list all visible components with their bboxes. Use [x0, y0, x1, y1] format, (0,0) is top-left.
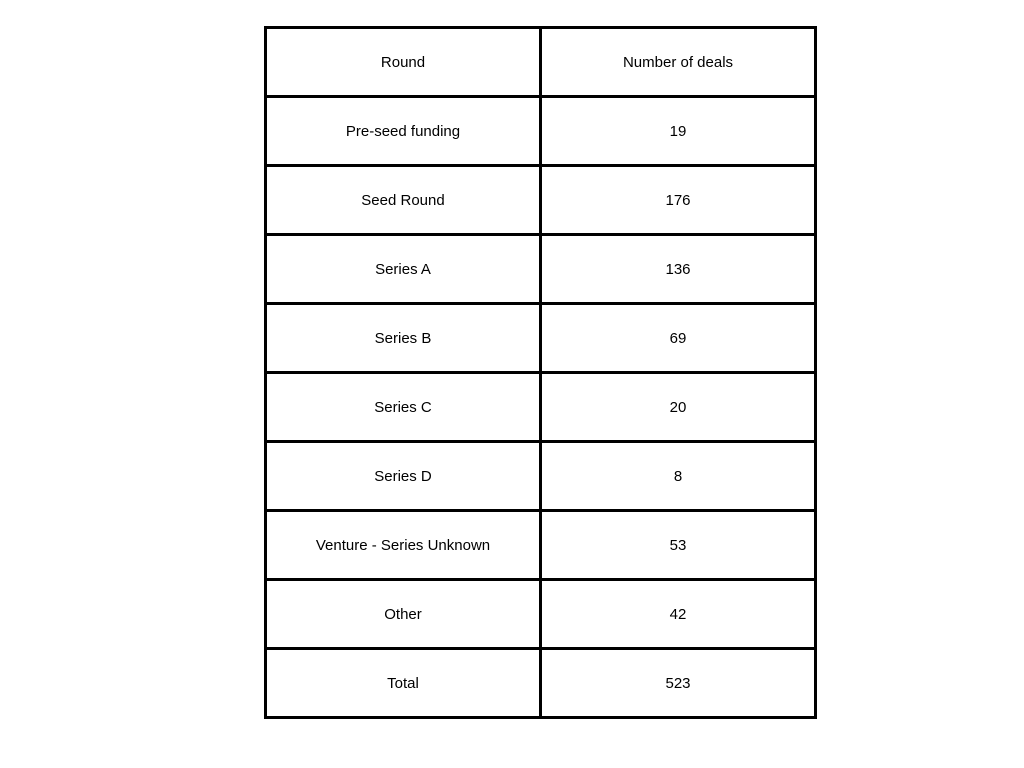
table-row — [266, 373, 816, 442]
round-cell: Pre-seed funding — [266, 97, 541, 166]
table-row — [266, 442, 816, 511]
table-header-row — [266, 28, 816, 97]
table-row — [266, 304, 816, 373]
table-row — [266, 511, 816, 580]
deals-table-container — [264, 26, 817, 719]
deals-table — [264, 26, 817, 719]
total-row — [266, 649, 816, 718]
table-row — [266, 580, 816, 649]
deals-cell: 42 — [541, 580, 816, 649]
round-cell: Series B — [266, 304, 541, 373]
deals-cell: 136 — [541, 235, 816, 304]
header-round: Round — [266, 28, 541, 97]
round-cell: Series D — [266, 442, 541, 511]
round-cell: Series A — [266, 235, 541, 304]
table-row — [266, 97, 816, 166]
deals-cell: 176 — [541, 166, 816, 235]
round-cell: Series C — [266, 373, 541, 442]
round-cell: Seed Round — [266, 166, 541, 235]
deals-cell: 8 — [541, 442, 816, 511]
deals-cell: 19 — [541, 97, 816, 166]
round-cell: Other — [266, 580, 541, 649]
header-number-of-deals: Number of deals — [541, 28, 816, 97]
round-cell: Venture - Series Unknown — [266, 511, 541, 580]
table-row — [266, 235, 816, 304]
total-label-cell: Total — [266, 649, 541, 718]
table-row — [266, 166, 816, 235]
deals-cell: 20 — [541, 373, 816, 442]
total-value-cell: 523 — [541, 649, 816, 718]
deals-cell: 69 — [541, 304, 816, 373]
deals-cell: 53 — [541, 511, 816, 580]
